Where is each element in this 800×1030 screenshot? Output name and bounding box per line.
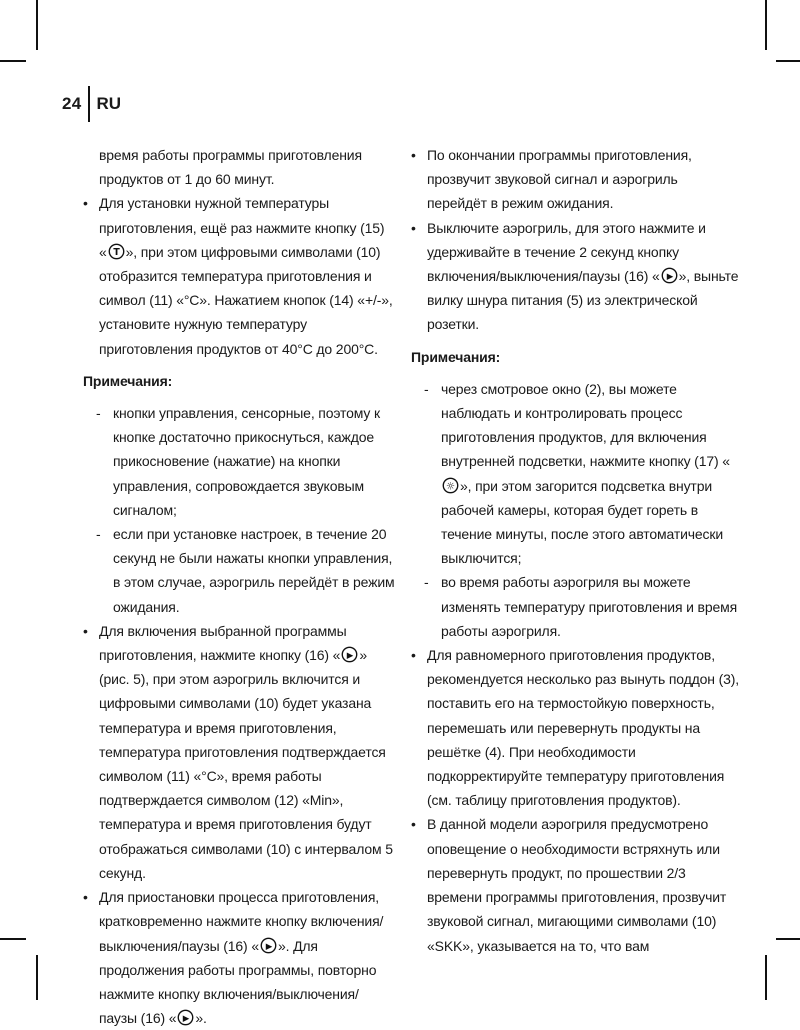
bullet-marker: • [411,147,416,163]
dash-marker: - [424,574,429,591]
right-bullet-even-cooking: • Для равномерного приготовления продуктов, рекомендуется несколько раз вынуть поддон (3), поставить его на термостойкую поверхность, перемешать или перевернуть продукты на решётке (4). При необходимости подкорректируйте температуру приготовления (см. таблицу приготовления продуктов). [411,643,741,812]
dash-marker: - [96,526,101,543]
right-bullet-shake-reminder: • В данной модели аэрогриля предусмотрено оповещение о необходимости встряхнуть или перевернуть продукт, по прошествии 2/3 времени программы приготовления, прозвучит звуковой сигнал, мигающими символами (10) «SKK», указывается на то, что вам [411,812,741,957]
language-code: RU [96,94,122,113]
crop-mark-top-left-horizontal [0,60,26,62]
left-note-standby: - если при установке настроек, в течение 20 секунд не были нажаты кнопки управления, в этом случае, аэрогриль перейдёт в режим ожидания. [83,522,395,619]
dash-marker: - [424,380,429,397]
svg-text:▶: ▶ [347,650,354,661]
page-header [62,86,121,122]
dash-marker: - [96,405,101,422]
crop-mark-bottom-right-vertical [765,955,767,1000]
bullet-marker: • [411,647,416,664]
left-paragraph-continued: время работы программы приготовления продуктов от 1 до 60 минут. [99,147,362,188]
left-notes-title: Примечания: [83,372,173,389]
crop-mark-top-right-horizontal [776,60,800,62]
start-pause-button-icon [177,1009,194,1026]
svg-text:▶: ▶ [666,271,673,282]
right-bullet-program-end: • По окончании программы приготовления, прозвучит звуковой сигнал и аэрогриль перейдёт в режим ожидания. [411,143,741,216]
crop-mark-top-left-vertical [36,0,38,50]
header-divider [88,86,90,122]
right-note-change-settings: - во время работы аэрогриля вы можете изменять температуру приготовления и время работы аэрогриля. [411,570,741,643]
crop-mark-bottom-right-horizontal [776,938,800,940]
bullet-marker: • [411,219,416,236]
svg-text:☼: ☼ [445,480,456,492]
page-number: 24 [62,94,82,113]
right-notes-title: Примечания: [411,348,501,365]
bullet-marker: • [411,816,416,833]
left-bullet-pause-program: • Для приостановки процесса приготовления, кратковременно нажмите кнопку включения/выключения/паузы (16) « ▶ ». Для продолжения работы программы, повторно нажмите кнопку включения/выключения/паузы (16) « ▶ ». [83,885,395,1030]
left-bullet-start-program: • Для включения выбранной программы приготовления, нажмите кнопку (16) « ▶ » (рис. 5), при этом аэрогриль включится и цифровыми символами (10) будет указана температура и время приготовления, температура приготовления подтверждается символом (11) «°С», время работы подтверждается символом (12) «Min», температура и время приготовления будут отображаться символами (10) с интервалом 5 секунд. [83,619,395,885]
left-column [83,143,395,1030]
svg-text:T: T [113,246,120,258]
crop-mark-bottom-left-horizontal [0,938,26,940]
light-button-icon [442,477,459,494]
svg-text:▶: ▶ [265,941,273,952]
right-note-viewing-window: - через смотровое окно (2), вы можете наблюдать и контролировать процесс приготовления продуктов, для включения внутренней подсветки, нажмите кнопку (17) « ☼ », при этом загорится подсветка внутри рабочей камеры, которая будет гореть в течение минуты, после этого автоматически выключится; [411,377,741,571]
right-column [411,143,741,958]
bullet-marker: • [83,622,88,639]
left-note-sensor-buttons: - кнопки управления, сенсорные, поэтому к кнопке достаточно прикоснуться, каждое прикосновение (нажатие) на кнопки управления, сопровождается звуковым сигналом; [83,401,395,522]
start-pause-button-icon [260,937,277,954]
bullet-marker: • [83,195,88,212]
bullet-marker: • [83,889,88,906]
left-bullet-set-temperature: • Для установки нужной температуры приготовления, ещё раз нажмите кнопку (15) « T », при этом цифровыми символами (10) отобразится температура приготовления и символ (11) «°С». Нажатием кнопок (14) «+/-», установите нужную температуру приготовления продуктов от 40°С до 200°С. [83,191,395,360]
crop-mark-top-right-vertical [765,0,767,50]
start-pause-button-icon [661,267,678,284]
crop-mark-bottom-left-vertical [36,955,38,1000]
right-bullet-switch-off: • Выключите аэрогриль, для этого нажмите и удерживайте в течение 2 секунд кнопку включения/выключения/паузы (16) « ▶ », выньте вилку шнура питания (5) из электрической розетки. [411,216,741,337]
svg-text:▶: ▶ [183,1014,190,1025]
start-pause-button-icon [341,646,358,663]
temperature-button-icon [108,243,125,260]
